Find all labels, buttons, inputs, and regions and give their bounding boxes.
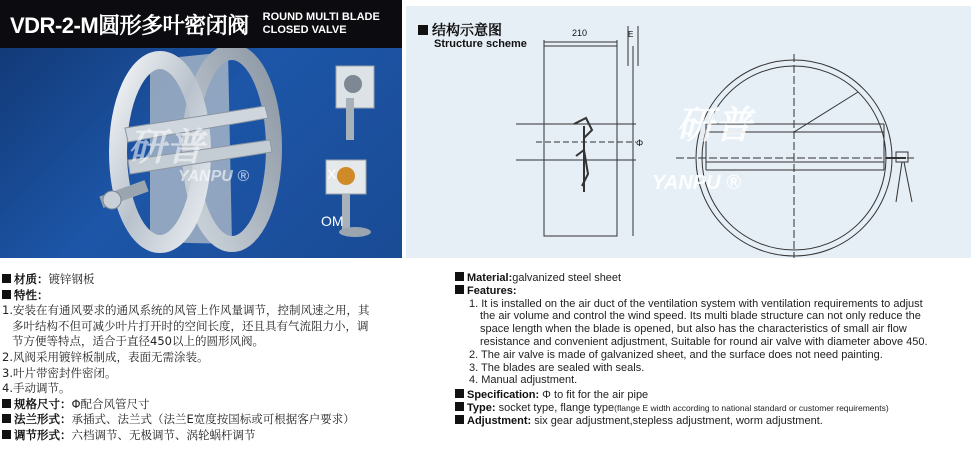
material-row-en: Material:galvanized steel sheet xyxy=(455,272,975,285)
dimension-width-label: 210 xyxy=(572,28,588,38)
bullet-square-icon xyxy=(2,414,11,423)
feature-2: 2.风阀采用镀锌板制成，表面无需涂装。 xyxy=(2,349,209,364)
features-heading-zh: 特性： xyxy=(2,288,417,304)
bullet-square-icon xyxy=(2,430,11,439)
feature-1-en-line-3: space length when the blade is opened, but also has the characteristics of small air flow xyxy=(480,323,907,336)
features-heading-en: Features: xyxy=(455,285,975,298)
feature-1-line-1: 1.安装在有通风要求的通风系统的风管上作风量调节，控制风速之用，其 xyxy=(2,303,370,318)
flange-row-zh: 法兰形式：承插式、法兰式（法兰E宽度按国标或可根据客户要求） xyxy=(2,412,417,428)
spec-row-en: Specification: Φ to fit for the air pipe xyxy=(455,389,975,402)
feature-1-line-3: 节方便等特点，适合于直径450以上的圆形风阀。 xyxy=(12,334,264,349)
product-title-en: ROUND MULTI BLADE CLOSED VALVE xyxy=(262,11,380,36)
adjust-row-en: Adjustment: six gear adjustment,stepless adjustment, worm adjustment. xyxy=(455,415,975,428)
dimension-e-label: E xyxy=(628,30,634,39)
diagram-watermark-brand: YANPU ® xyxy=(652,172,741,194)
structure-diagram xyxy=(406,6,971,258)
material-row-zh: 材质：镀锌钢板 xyxy=(2,272,417,288)
watermark-brand: YANPU ® xyxy=(178,168,250,185)
bullet-square-icon xyxy=(2,274,11,283)
product-header xyxy=(0,0,402,48)
spec-text-zh xyxy=(2,272,417,444)
feature-1-en-line-4: resistance and convenient adjustment, Suitable for round air valve with diameter above 450. xyxy=(480,335,928,348)
actuator-om-label: OM xyxy=(321,213,344,229)
bullet-square-icon xyxy=(455,415,464,424)
bullet-square-icon xyxy=(455,402,464,411)
spec-row-zh: 规格尺寸：Φ配合风管尺寸 xyxy=(2,397,417,413)
bullet-square-icon xyxy=(2,399,11,408)
feature-4-en: 4. Manual adjustment. xyxy=(469,374,578,387)
type-row-en: Type: socket type, flange type(flange E width according to national standard or customer requirements) xyxy=(455,402,975,415)
diagram-subtitle: Structure scheme xyxy=(434,38,527,50)
adjust-row-zh: 调节形式：六档调节、无极调节、涡轮蜗杆调节 xyxy=(2,428,417,444)
feature-2-en: 2. The air valve is made of galvanized sheet, and the surface does not need painting. xyxy=(469,348,883,361)
feature-3-en: 3. The blades are sealed with seals. xyxy=(469,361,645,374)
actuator-x-label: X xyxy=(327,166,337,182)
spec-text-en xyxy=(455,272,975,428)
feature-4: 4.手动调节。 xyxy=(2,381,71,396)
bullet-square-icon xyxy=(418,25,428,35)
feature-1-line-2: 多叶结构不但可减少叶片打开时的空间长度，还且具有气流阻力小，调 xyxy=(12,318,369,333)
bullet-square-icon xyxy=(455,389,464,398)
feature-1-en-line-2: the air volume and control the wind speed. Its multi blade structure can not only reduce the xyxy=(480,310,921,323)
bullet-square-icon xyxy=(2,290,11,299)
bullet-square-icon xyxy=(455,285,464,294)
dimension-phi-label: Φ xyxy=(636,138,644,148)
product-title-zh: VDR-2-M圆形多叶密闭阀 xyxy=(10,12,249,38)
diagram-watermark-logo: 研普 xyxy=(676,105,753,147)
bullet-square-icon xyxy=(455,272,464,281)
diagram-title: 结构示意图 xyxy=(418,20,502,40)
feature-3: 3.叶片带密封件密闭。 xyxy=(2,365,117,380)
watermark-logo: 研普 xyxy=(128,127,205,169)
feature-1-en-line-1: 1. It is installed on the air duct of the ventilation system with ventilation requirements to adjust xyxy=(469,297,923,310)
product-photo xyxy=(0,48,402,258)
